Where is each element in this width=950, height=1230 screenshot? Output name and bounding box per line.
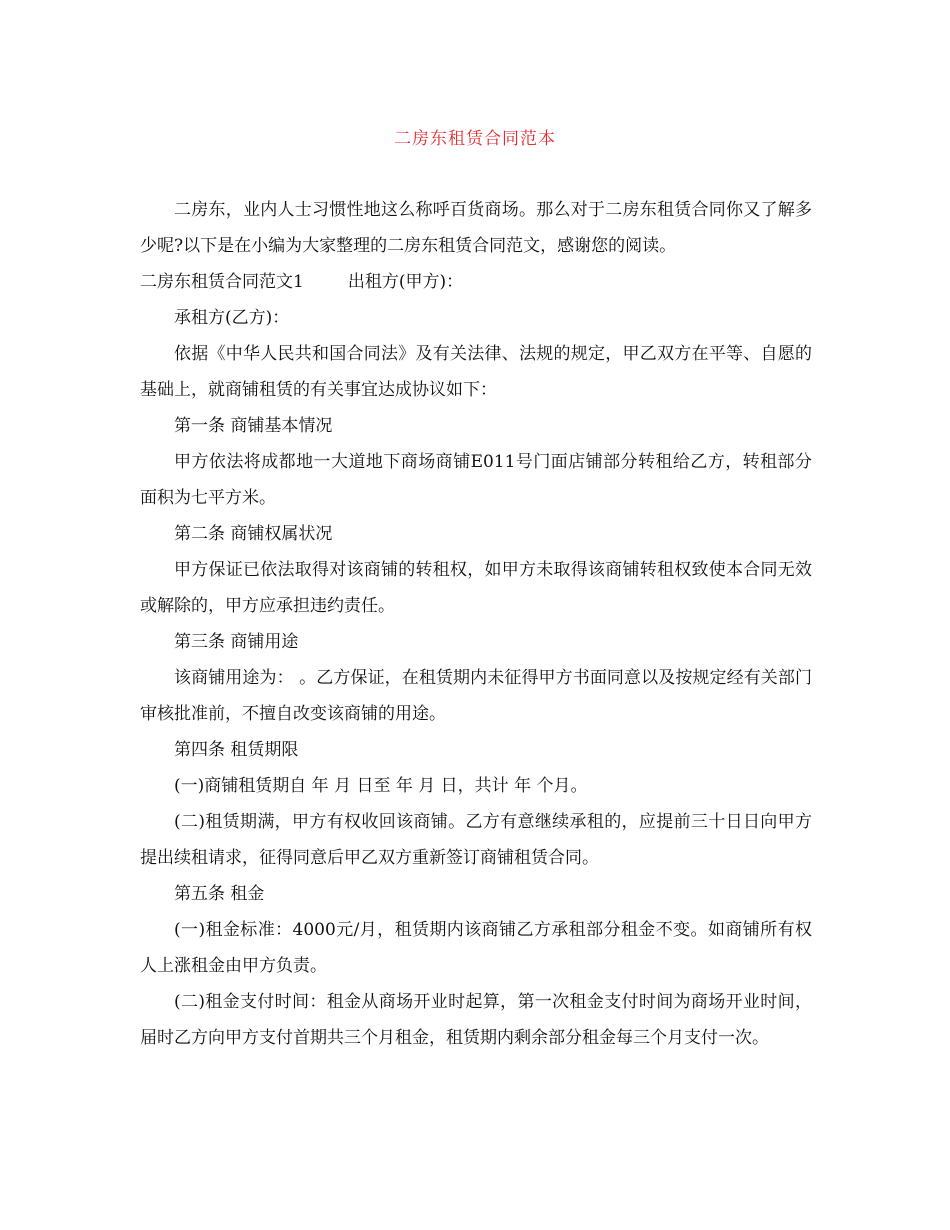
article-4-item-1: (一)商铺租赁期自 年 月 日至 年 月 日，共计 年 个月。 — [174, 776, 588, 796]
intro-paragraph: 二房东，业内人士习惯性地这么称呼百货商场。那么对于二房东租赁合同你又了解多少呢?以下是在小编为大家整理的二房东租赁合同范文，感谢您的阅读。 — [140, 200, 812, 256]
lessee-label: 承租方(乙方)： — [174, 308, 290, 328]
article-4-item-2: (二)租赁期满，甲方有权收回该商铺。乙方有意继续承租的，应提前三十日日向甲方提出续租请求，征得同意后甲乙双方重新签订商铺租赁合同。 — [140, 812, 812, 868]
article-1-heading: 第一条 商铺基本情况 — [174, 416, 333, 436]
article-5-item-2: (二)租金支付时间：租金从商场开业时起算，第一次租金支付时间为商场开业时间，届时乙方向甲方支付首期共三个月租金，租赁期内剩余部分租金每三个月支付一次。 — [140, 992, 812, 1048]
document-body — [140, 192, 812, 1056]
document-title: 二房东租赁合同范本 — [394, 129, 556, 149]
article-4-heading: 第四条 租赁期限 — [174, 740, 299, 760]
article-3-heading: 第三条 商铺用途 — [174, 632, 299, 652]
basis-paragraph: 依据《中华人民共和国合同法》及有关法律、法规的规定，甲乙双方在平等、自愿的基础上，就商铺租赁的有关事宜达成协议如下： — [140, 344, 812, 400]
article-2-heading: 第二条 商铺权属状况 — [174, 524, 333, 544]
article-3-text: 该商铺用途为： 。乙方保证，在租赁期内未征得甲方书面同意以及按规定经有关部门审核批准前，不擅自改变该商铺的用途。 — [140, 668, 812, 724]
article-5-item-1: (一)租金标准：4000元/月，租赁期内该商铺乙方承租部分租金不变。如商铺所有权人上涨租金由甲方负责。 — [140, 920, 812, 976]
lessor-label: 出租方(甲方)： — [347, 272, 464, 292]
article-5-heading: 第五条 租金 — [174, 884, 265, 904]
sample-heading: 二房东租赁合同范文1 — [140, 272, 304, 292]
article-1-text: 甲方依法将成都地一大道地下商场商铺E011号门面店铺部分转租给乙方，转租部分面积为七平方米。 — [140, 452, 812, 508]
article-2-text: 甲方保证已依法取得对该商铺的转租权，如甲方未取得该商铺转租权致使本合同无效或解除的，甲方应承担违约责任。 — [140, 560, 812, 616]
sample-heading-line — [140, 264, 812, 300]
